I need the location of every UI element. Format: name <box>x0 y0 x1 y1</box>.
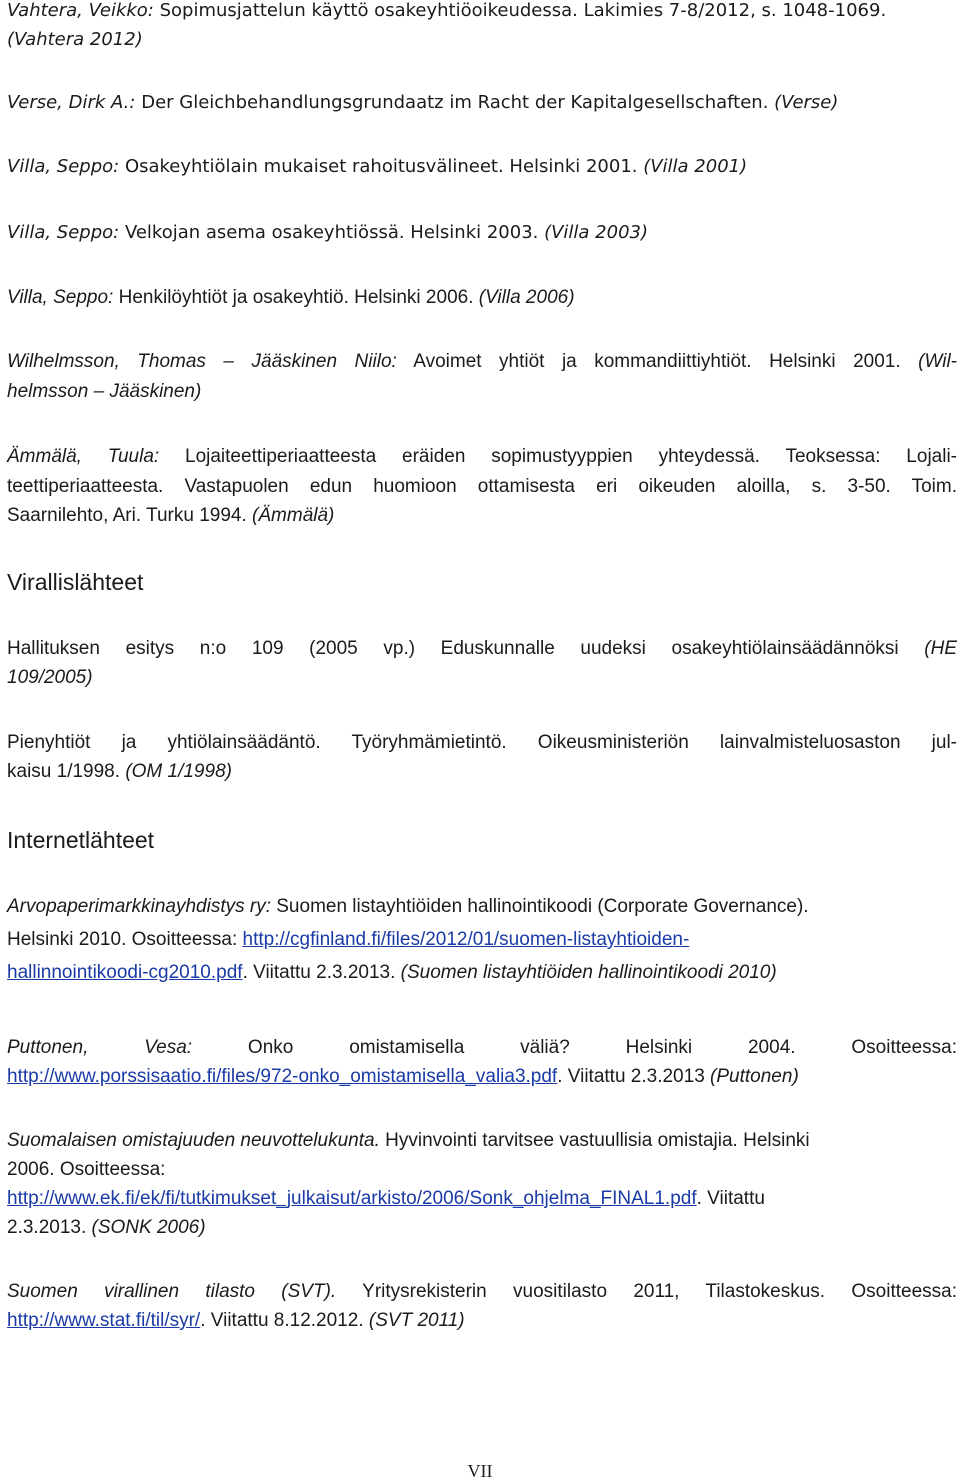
reference-verse <box>7 92 838 114</box>
abbreviation: (Verse) <box>774 92 839 113</box>
text: Hyvinvointi tarvitsee vastuullisia omistajia. Helsinki <box>379 1130 810 1151</box>
text: Pienyhtiöt ja yhtiölainsäädäntö. Työryhmämietintö. Oikeusministeriön lainvalmisteluosaston jul- <box>7 732 957 753</box>
text: kaisu 1/1998. <box>7 761 126 782</box>
reference-sonk-line4 <box>7 1217 206 1239</box>
text: 2.3.2013. <box>7 1217 92 1238</box>
abbreviation: (Ämmälä) <box>252 505 335 526</box>
reference-ammala-line2 <box>7 476 957 498</box>
reference-om-line2 <box>7 761 232 783</box>
text: . Viitattu 2.3.2013 <box>557 1066 711 1087</box>
author: Ämmälä, Tuula: <box>7 446 160 467</box>
section-heading-internet: Internetlähteet <box>7 827 155 853</box>
reference-arvopaperi-line2 <box>7 929 689 951</box>
reference-he-line2 <box>7 667 93 689</box>
reference-vahtera <box>7 0 886 22</box>
author: Villa, Seppo: <box>7 222 120 243</box>
reference-ammala <box>7 446 957 468</box>
author: Verse, Dirk A.: <box>7 92 136 113</box>
abbreviation: (Suomen listayhtiöiden hallinointikoodi 2010) <box>400 962 777 983</box>
abbreviation-part2: helmsson – Jääskinen) <box>7 381 202 402</box>
text: Onko omistamisella väliä? Helsinki 2004. Osoitteessa: <box>192 1037 957 1058</box>
title: Henkilöyhtiöt ja osakeyhtiö. Helsinki 2006. <box>113 287 479 308</box>
abbreviation: (Villa 2003) <box>544 222 649 243</box>
abbreviation: (Vahtera 2012) <box>7 29 143 50</box>
title: Der Gleichbehandlungsgrundaatz im Racht der Kapitalgesellschaften. <box>135 92 775 113</box>
text: teettiperiaatteesta. Vastapuolen edun huomioon ottamisesta eri oikeuden aloilla, s. 3-50. Toim. <box>7 476 957 497</box>
reference-puttonen <box>7 1037 957 1059</box>
abbreviation: (Villa 2006) <box>478 287 575 308</box>
section-heading-official: Virallislähteet <box>7 569 144 595</box>
reference-sonk-line2 <box>7 1159 165 1181</box>
reference-puttonen-line2 <box>7 1066 799 1088</box>
page-number: VII <box>467 1461 493 1481</box>
abbreviation: (Puttonen) <box>710 1066 799 1087</box>
author: Villa, Seppo: <box>7 287 114 308</box>
text: . Viitattu 2.3.2013. <box>242 962 401 983</box>
reference-svt-line2 <box>7 1310 465 1332</box>
reference-villa-2001 <box>7 156 747 178</box>
abbreviation: (SONK 2006) <box>91 1217 206 1238</box>
author: Puttonen, Vesa: <box>7 1037 193 1058</box>
url-link[interactable]: http://www.ek.fi/ek/fi/tutkimukset_julkaisut/arkisto/2006/Sonk_ohjelma_FINAL1.pdf <box>7 1188 697 1209</box>
reference-sonk-line3 <box>7 1188 765 1210</box>
title: Velkojan asema osakeyhtiössä. Helsinki 2003. <box>119 222 545 243</box>
text: 2006. Osoitteessa: <box>7 1159 166 1180</box>
reference-arvopaperi-line3 <box>7 962 777 984</box>
reference-sonk <box>7 1130 810 1152</box>
reference-he <box>7 638 957 660</box>
author: Suomalaisen omistajuuden neuvottelukunta. <box>7 1130 380 1151</box>
url-link-part1[interactable]: http://cgfinland.fi/files/2012/01/suomen-listayhtioiden- <box>242 929 690 950</box>
author: Arvopaperimarkkinayhdistys ry: <box>7 896 271 917</box>
reference-svt <box>7 1281 957 1303</box>
author: Wilhelmsson, Thomas – Jääskinen Niilo: <box>7 351 397 372</box>
reference-villa-2003 <box>7 222 648 244</box>
text: . Viitattu 8.12.2012. <box>200 1310 369 1331</box>
url-link[interactable]: http://www.porssisaatio.fi/files/972-onko_omistamisella_valia3.pdf <box>7 1066 558 1087</box>
reference-villa-2006 <box>7 287 575 309</box>
text: Hallituksen esitys n:o 109 (2005 vp.) Eduskunnalle uudeksi osakeyhtiölainsäädännöksi <box>7 638 925 659</box>
reference-om <box>7 732 957 754</box>
abbreviation-part1: (Wil- <box>918 351 958 372</box>
text: Helsinki 2010. Osoitteessa: <box>7 929 243 950</box>
title: Avoimet yhtiöt ja kommandiittiyhtiöt. Helsinki 2001. <box>396 351 919 372</box>
reference-arvopaperi <box>7 896 809 918</box>
url-link-part2[interactable]: hallinnointikoodi-cg2010.pdf <box>7 962 243 983</box>
abbreviation: (OM 1/1998) <box>125 761 232 782</box>
text: Suomen listayhtiöiden hallinointikoodi (Corporate Governance). <box>270 896 809 917</box>
title: Sopimusjattelun käyttö osakeyhtiöoikeudessa. Lakimies 7-8/2012, s. 1048-1069. <box>153 0 887 21</box>
abbreviation-part2: 109/2005) <box>7 667 93 688</box>
reference-ammala-line3 <box>7 505 334 527</box>
text: Yritysrekisterin vuositilasto 2011, Tilastokeskus. Osoitteessa: <box>336 1281 957 1302</box>
abbreviation-part1: (HE <box>924 638 957 659</box>
title: Osakeyhtiölain mukaiset rahoitusvälineet. Helsinki 2001. <box>119 156 644 177</box>
author: Vahtera, Veikko: <box>7 0 154 21</box>
reference-wilhelmsson <box>7 351 957 373</box>
reference-vahtera-abbrev-line <box>7 29 143 51</box>
reference-wilhelmsson-cont <box>7 381 201 403</box>
text: . Viitattu <box>696 1188 765 1209</box>
abbreviation: (SVT 2011) <box>368 1310 465 1331</box>
author: Villa, Seppo: <box>7 156 120 177</box>
abbreviation: (Villa 2001) <box>643 156 748 177</box>
author: Suomen virallinen tilasto (SVT). <box>7 1281 337 1302</box>
text: Saarnilehto, Ari. Turku 1994. <box>7 505 253 526</box>
url-link[interactable]: http://www.stat.fi/til/syr/ <box>7 1310 201 1331</box>
text: Lojaiteettiperiaatteesta eräiden sopimustyyppien yhteydessä. Teoksessa: Lojali- <box>159 446 958 467</box>
